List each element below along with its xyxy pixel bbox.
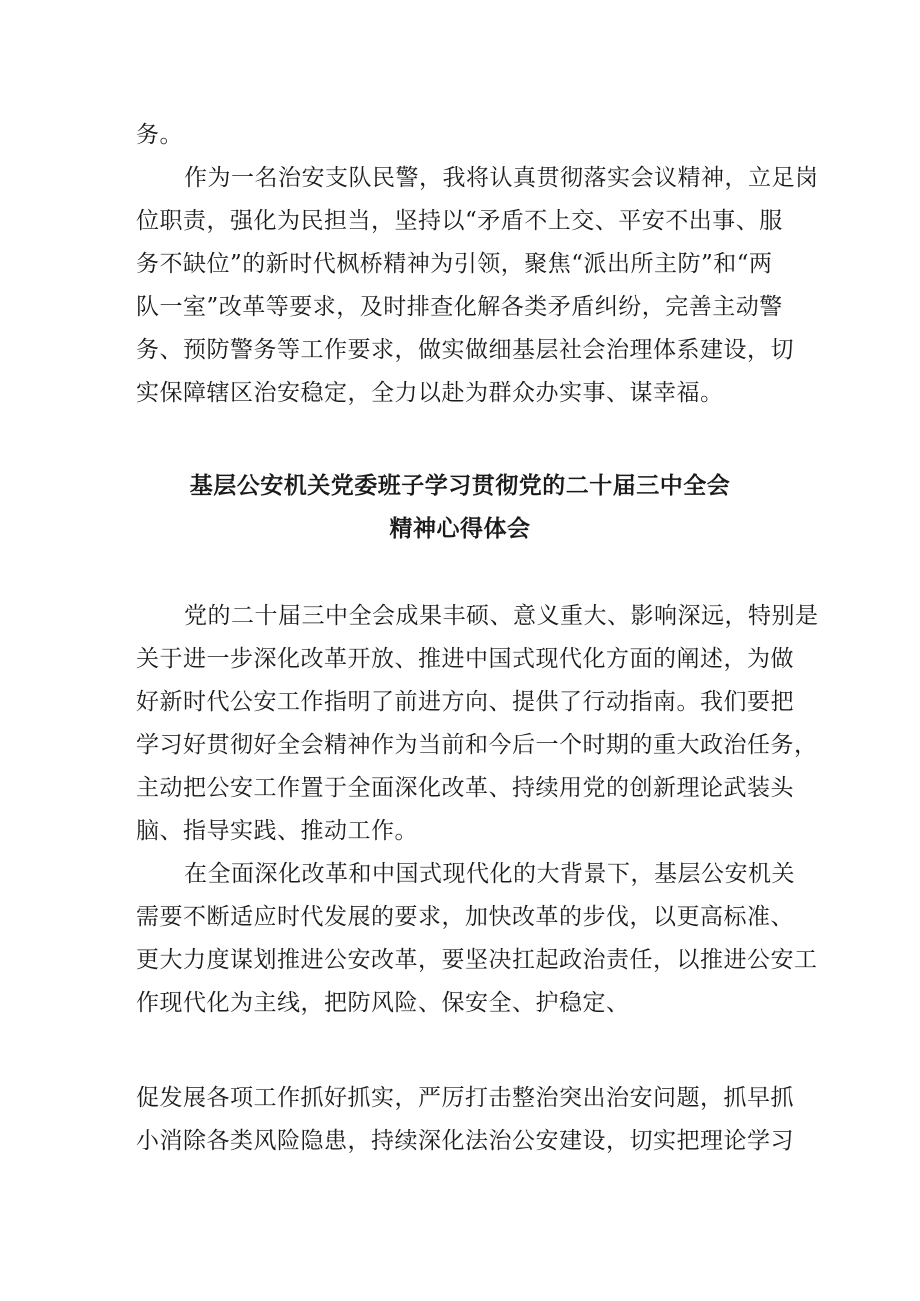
paragraph-line: 好新时代公安工作指明了前进方向、提供了行动指南。我们要把 <box>136 689 794 715</box>
paragraph-line: 在全面深化改革和中国式现代化的大背景下，基层公安机关 <box>184 861 795 887</box>
paragraph-line: 党的二十届三中全会成果丰硕、意义重大、影响深远，特别是 <box>184 603 819 629</box>
paragraph-line: 作现代化为主线，把防风险、保安全、护稳定、 <box>136 990 630 1016</box>
paragraph-line: 关于进一步深化改革开放、推进中国式现代化方面的阐述，为做 <box>136 646 794 672</box>
paragraph-line: 需要不断适应时代发展的要求，加快改革的步伐，以更高标准、 <box>136 904 794 930</box>
paragraph-line: 务。 <box>136 122 183 148</box>
paragraph-line: 更大力度谋划推进公安改革，要坚决扛起政治责任，以推进公安工 <box>136 947 818 973</box>
paragraph-line: 作为一名治安支队民警，我将认真贯彻落实会议精神，立足岗 <box>184 165 819 191</box>
paragraph-line: 促发展各项工作抓好抓实，严厉打击整治突出治安问题，抓早抓 <box>136 1085 794 1111</box>
paragraph-line: 学习好贯彻好全会精神作为当前和今后一个时期的重大政治任务， <box>136 732 818 758</box>
paragraph-line: 实保障辖区治安稳定，全力以赴为群众办实事、谋幸福。 <box>136 380 724 406</box>
section-heading-line2: 精神心得体会 <box>389 516 531 542</box>
paragraph-line: 小消除各类风险隐患，持续深化法治公安建设，切实把理论学习 <box>136 1128 794 1154</box>
paragraph-line: 主动把公安工作置于全面深化改革、持续用党的创新理论武装头 <box>136 775 794 801</box>
section-heading-line1: 基层公安机关党委班子学习贯彻党的二十届三中全会 <box>189 473 731 499</box>
paragraph-line: 务、预防警务等工作要求，做实做细基层社会治理体系建设，切 <box>136 337 794 363</box>
paragraph-line: 队一室”改革等要求，及时排查化解各类矛盾纠纷，完善主动警 <box>136 294 783 320</box>
paragraph-line: 脑、指导实践、推动工作。 <box>136 818 418 844</box>
paragraph-line: 务不缺位”的新时代枫桥精神为引领，聚焦“派出所主防”和“两 <box>136 251 773 277</box>
paragraph-line: 位职责，强化为民担当，坚持以“矛盾不上交、平安不出事、服 <box>136 208 783 234</box>
